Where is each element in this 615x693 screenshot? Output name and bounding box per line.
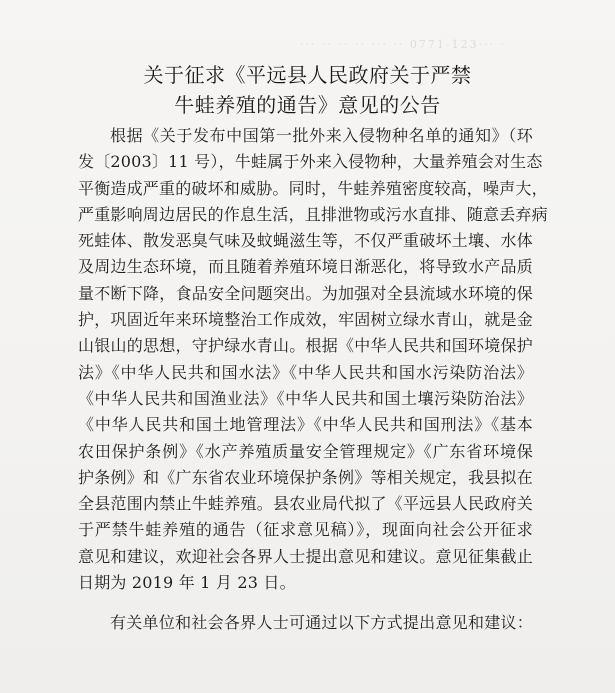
paragraph-1-line-18: 日期为 2019 年 1 月 23 日。 bbox=[78, 573, 296, 593]
paragraph-1-line-14: 护条例》和《广东省农业环境保护条例》等相关规定，我县拟在 bbox=[78, 467, 533, 487]
bleed-through-text: ··· ·· ·· ·· ··· ·· 0771-123··· · bbox=[300, 38, 507, 51]
paragraph-1-line-13: 农田保护条例》《水产养殖质量安全管理规定》《广东省环境保 bbox=[78, 441, 533, 461]
paragraph-1-line-7: 量不断下降，食品安全问题突出。为加强对全县流域水环境的保 bbox=[78, 283, 533, 303]
paragraph-1-line-2: 发〔2003〕11 号），牛蛙属于外来入侵物种，大量养殖会对生态 bbox=[78, 152, 543, 172]
paragraph-2 bbox=[78, 610, 533, 636]
paragraph-1-line-16: 于严禁牛蛙养殖的通告（征求意见稿）》，现面向社会公开征求 bbox=[78, 520, 533, 540]
paragraph-1-line-10: 法》《中华人民共和国水法》《中华人民共和国水污染防治法》 bbox=[78, 362, 533, 382]
paragraph-1-line-1: 根据《关于发布中国第一批外来入侵物种名单的通知》（环 bbox=[110, 126, 533, 145]
paragraph-1-line-9: 山银山的思想，守护绿水青山。根据《中华人民共和国环境保护 bbox=[78, 336, 533, 356]
paragraph-1-line-12: 《中华人民共和国土地管理法》《中华人民共和国刑法》《基本 bbox=[78, 415, 533, 435]
paragraph-1-line-3: 平衡造成严重的破坏和威胁。同时，牛蛙养殖密度较高，噪声大， bbox=[78, 178, 548, 198]
title-line-1: 关于征求《平远县人民政府关于严禁 bbox=[143, 63, 472, 87]
paragraph-1-line-8: 护，巩固近年来环境整治工作成效，牢固树立绿水青山，就是金 bbox=[78, 310, 533, 330]
notice-body bbox=[78, 123, 548, 637]
paragraph-1-line-11: 《中华人民共和国渔业法》《中华人民共和国土壤污染防治法》 bbox=[78, 388, 533, 408]
paragraph-1-line-15: 全县范围内禁止牛蛙养殖。县农业局代拟了《平远县人民政府关 bbox=[78, 494, 533, 514]
paragraph-2-line-1: 有关单位和社会各界人士可通过以下方式提出意见和建议： bbox=[110, 613, 533, 633]
paragraph-1 bbox=[78, 123, 548, 596]
paragraph-1-line-6: 及周边生态环境，而且随着养殖环境日渐恶化，将导致水产品质 bbox=[78, 257, 533, 277]
paragraph-1-line-5: 死蛙体、散发恶臭气味及蚊蝇滋生等，不仅严重破坏土壤、水体 bbox=[78, 231, 533, 251]
paragraph-1-line-17: 意见和建议，欢迎社会各界人士提出意见和建议。意见征集截止 bbox=[78, 546, 533, 566]
notice-title bbox=[0, 60, 615, 120]
title-line-2: 牛蛙养殖的通告》意见的公告 bbox=[174, 93, 441, 117]
paragraph-1-line-4: 严重影响周边居民的作息生活，且排泄物或污水直排、随意丢弃病 bbox=[78, 204, 548, 224]
paragraph-gap bbox=[78, 596, 533, 610]
